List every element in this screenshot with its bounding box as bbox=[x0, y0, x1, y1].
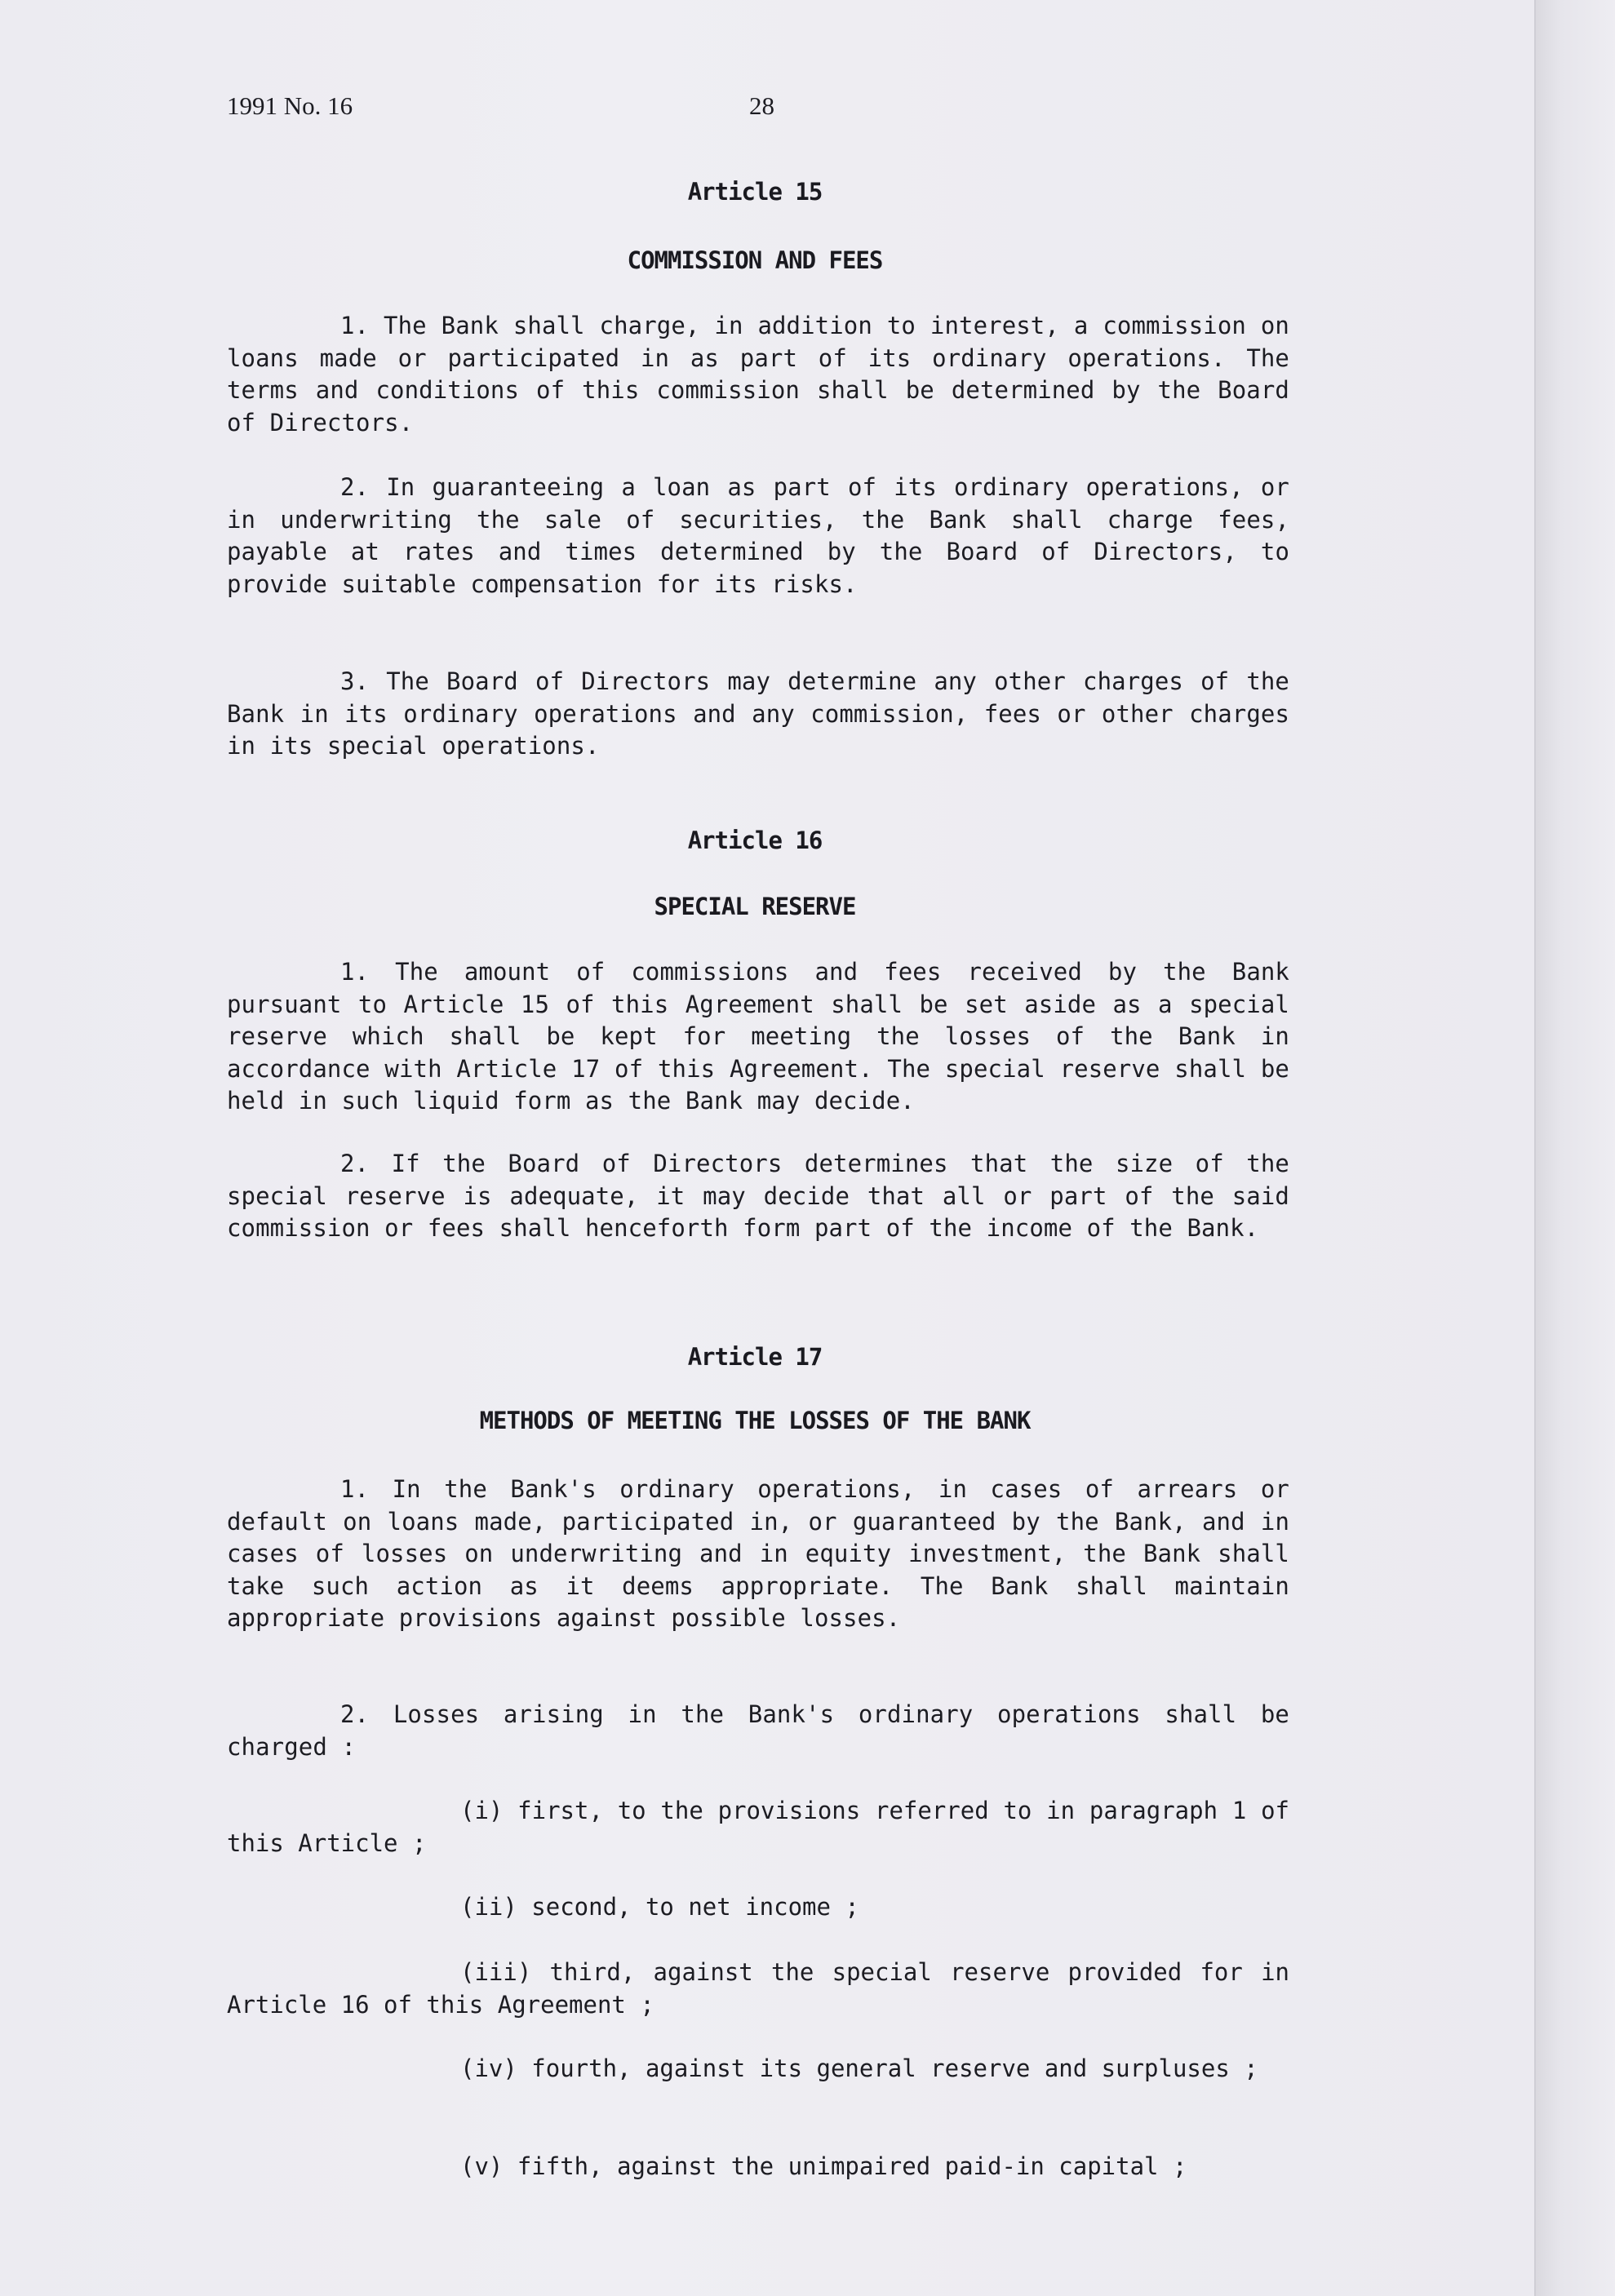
article-17-title: Article 17 bbox=[687, 1343, 823, 1371]
page-number: 28 bbox=[749, 91, 774, 120]
article-17-item-i: (i) first, to the provisions referred to in paragraph 1 of this Article ; bbox=[227, 1797, 1289, 1857]
article-15-paragraph-3: 3. The Board of Directors may determine any other charges of the Bank in its ordinary operations and any commission, fees or other charges in its special operations. bbox=[227, 667, 1289, 760]
article-17-item-iv: (iv) fourth, against its general reserve and surpluses ; bbox=[460, 2054, 1258, 2082]
article-16-paragraph-2: 2. If the Board of Directors determines that the size of the special reserve is adequate, it may decide that all or part of the said commission or fees shall henceforth form part of the income of the Bank. bbox=[227, 1150, 1289, 1242]
legal-citation: 1991 No. 16 bbox=[227, 91, 353, 120]
article-15-subtitle: COMMISSION AND FEES bbox=[627, 246, 883, 274]
article-17-subtitle: METHODS OF MEETING THE LOSSES OF THE BANK bbox=[479, 1407, 1031, 1434]
article-16-paragraph-1: 1. The amount of commissions and fees received by the Bank pursuant to Article 15 of this Agreement shall be set aside as a special reserve which shall be kept for meeting the losses of the Bank in accordance with Article 17 of this Agreement. The special reserve shall be held in such liquid form as the Bank may decide. bbox=[227, 958, 1289, 1115]
article-17-item-ii: (ii) second, to net income ; bbox=[460, 1893, 859, 1921]
article-16-subtitle: SPECIAL RESERVE bbox=[654, 893, 856, 920]
article-17-paragraph-2: 2. Losses arising in the Bank's ordinary operations shall be charged : bbox=[227, 1700, 1289, 1761]
article-15-paragraph-2: 2. In guaranteeing a loan as part of its ordinary operations, or in underwriting the sale of securities, the Bank shall charge fees, payable at rates and times determined by the Board of Directors, to provide suitable compensation for its risks. bbox=[227, 473, 1289, 598]
article-17-paragraph-1: 1. In the Bank's ordinary operations, in cases of arrears or default on loans made, participated in, or guaranteed by the Bank, and in cases of losses on underwriting and in equity investment, the Bank shall take such action as it deems appropriate. The Bank shall maintain appropriate provisions against possible losses. bbox=[227, 1475, 1289, 1632]
article-17-item-v: (v) fifth, against the unimpaired paid-in capital ; bbox=[460, 2152, 1187, 2180]
article-17-item-iii: (iii) third, against the special reserve provided for in Article 16 of this Agreement ; bbox=[227, 1958, 1289, 2019]
article-15-paragraph-1: 1. The Bank shall charge, in addition to interest, a commission on loans made or participated in as part of its ordinary operations. The terms and conditions of this commission shall be determined by the Board of Directors. bbox=[227, 312, 1289, 437]
article-16-title: Article 16 bbox=[687, 827, 823, 854]
article-15-title: Article 15 bbox=[687, 178, 823, 206]
page-edge-shadow bbox=[1534, 0, 1615, 2296]
